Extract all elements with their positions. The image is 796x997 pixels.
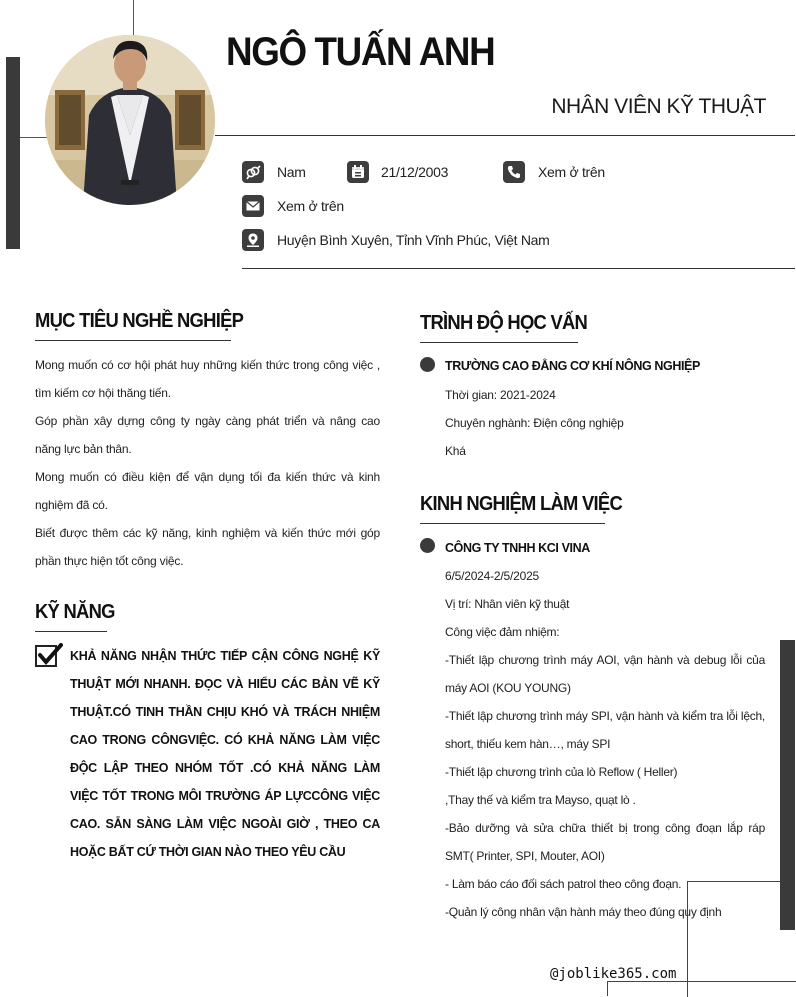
profile-photo	[45, 35, 215, 205]
objective-paragraph: Góp phần xây dựng công ty ngày càng phát triển và nâng cao năng lực bản thân.	[35, 414, 380, 456]
calendar-icon	[347, 161, 369, 183]
skills-title: KỸ NĂNG	[35, 601, 115, 623]
objective-paragraph: Mong muốn có cơ hội phát huy những kiến thức trong công việc , tìm kiếm cơ hội thăng tiến.	[35, 358, 380, 400]
education-title: TRÌNH ĐỘ HỌC VẤN	[420, 312, 588, 334]
address-value: Huyện Bình Xuyên, Tỉnh Vĩnh Phúc, Việt Nam	[277, 232, 550, 248]
education-title-rule	[420, 342, 578, 343]
duty-item: -Bảo dưỡng và sửa chữa thiết bị trong công đoạn lắp ráp SMT( Printer, SPI, Mouter, AOI)	[445, 821, 765, 863]
photo-connector-line	[20, 137, 48, 138]
duty-item: -Thiết lập chương trình máy AOI, vận hành và debug lỗi của máy AOI (KOU YOUNG)	[445, 653, 765, 695]
phone-icon	[503, 161, 525, 183]
skills-text: KHẢ NĂNG NHẬN THỨC TIẾP CẬN CÔNG NGHỆ KỸ THUẬT MỚI NHANH. ĐỌC VÀ HIỂU CÁC BẢN VẼ KỸ THUẬT.CÓ TINH THẦN CHỊU KHÓ VÀ TRÁCH NHIỆM CAO TRONG CÔNGVIỆC. CÓ KHẢ NĂNG LÀM VIỆC ĐỘC LẬP THEO NHÓM TỐT .CÓ KHẢ NĂNG LÀM VIỆC TỐT TRONG MÔI TRƯỜNG ÁP LỰCCÔNG VIỆC CAO. SẴN SÀNG LÀM VIỆC NGOÀI GIỜ , THEO CA HOẶC BẤT CỨ THỜI GIAN NÀO THEO YÊU CẦU	[70, 649, 380, 859]
site-watermark: @joblike365.com	[550, 966, 677, 982]
right-accent-bar	[780, 640, 795, 930]
checkbox-checked-icon	[35, 643, 63, 667]
skills-title-rule	[35, 631, 107, 632]
email-value: Xem ở trên	[277, 198, 344, 214]
objective-title-rule	[35, 340, 231, 341]
education-time: Thời gian: 2021-2024	[445, 388, 556, 402]
experience-title-rule	[420, 523, 605, 524]
birthdate-value: 21/12/2003	[381, 164, 449, 180]
duty-item: -Thiết lập chương trình của lò Reflow ( Heller)	[445, 765, 678, 779]
left-accent-bar	[6, 57, 20, 249]
duties-label: Công việc đảm nhiệm:	[445, 625, 560, 639]
email-icon	[242, 195, 264, 217]
company-name: CÔNG TY TNHH KCI VINA	[445, 541, 590, 555]
header-rule	[215, 135, 795, 136]
phone-value: Xem ở trên	[538, 164, 605, 180]
gender-icon	[242, 161, 264, 183]
footer-tick	[607, 981, 608, 996]
experience-bullet	[420, 538, 435, 553]
objective-body	[35, 351, 380, 575]
duty-item: - Làm báo cáo đối sách patrol theo công đoạn.	[445, 877, 682, 891]
location-icon	[242, 229, 264, 251]
education-bullet	[420, 357, 435, 372]
duty-item: -Quản lý công nhân vận hành máy theo đúng quy định	[445, 905, 722, 919]
experience-title: KINH NGHIỆM LÀM VIỆC	[420, 493, 622, 515]
experience-role: Vị trí: Nhân viên kỹ thuật	[445, 597, 570, 611]
footer-frame	[687, 881, 781, 997]
objective-paragraph: Mong muốn có điều kiện để vận dụng tối đa kiến thức và kinh nghiệm đã có.	[35, 470, 380, 512]
candidate-name: NGÔ TUẤN ANH	[226, 30, 495, 74]
experience-details	[445, 590, 765, 926]
experience-period: 6/5/2024-2/5/2025	[445, 569, 540, 583]
duty-item: ,Thay thế và kiểm tra Mayso, quạt lò .	[445, 793, 636, 807]
gender-value: Nam	[277, 164, 306, 180]
objective-title: MỤC TIÊU NGHỀ NGHIỆP	[35, 310, 244, 332]
objective-paragraph: Biết được thêm các kỹ năng, kinh nghiệm và kiến thức mới góp phần thực hiện tốt công việc.	[35, 526, 380, 568]
duty-item: -Thiết lập chương trình máy SPI, vận hành và kiểm tra lỗi lệch, short, thiếu kem hàn…, máy SPI	[445, 709, 765, 751]
school-name: TRƯỜNG CAO ĐẲNG CƠ KHÍ NÔNG NGHIỆP	[445, 359, 700, 373]
education-grade: Khá	[445, 444, 466, 458]
education-major: Chuyên nghành: Điện công nghiệp	[445, 416, 624, 430]
top-divider-line	[133, 0, 134, 40]
contact-rule	[242, 268, 795, 269]
job-position: NHÂN VIÊN KỸ THUẬT	[551, 95, 766, 118]
